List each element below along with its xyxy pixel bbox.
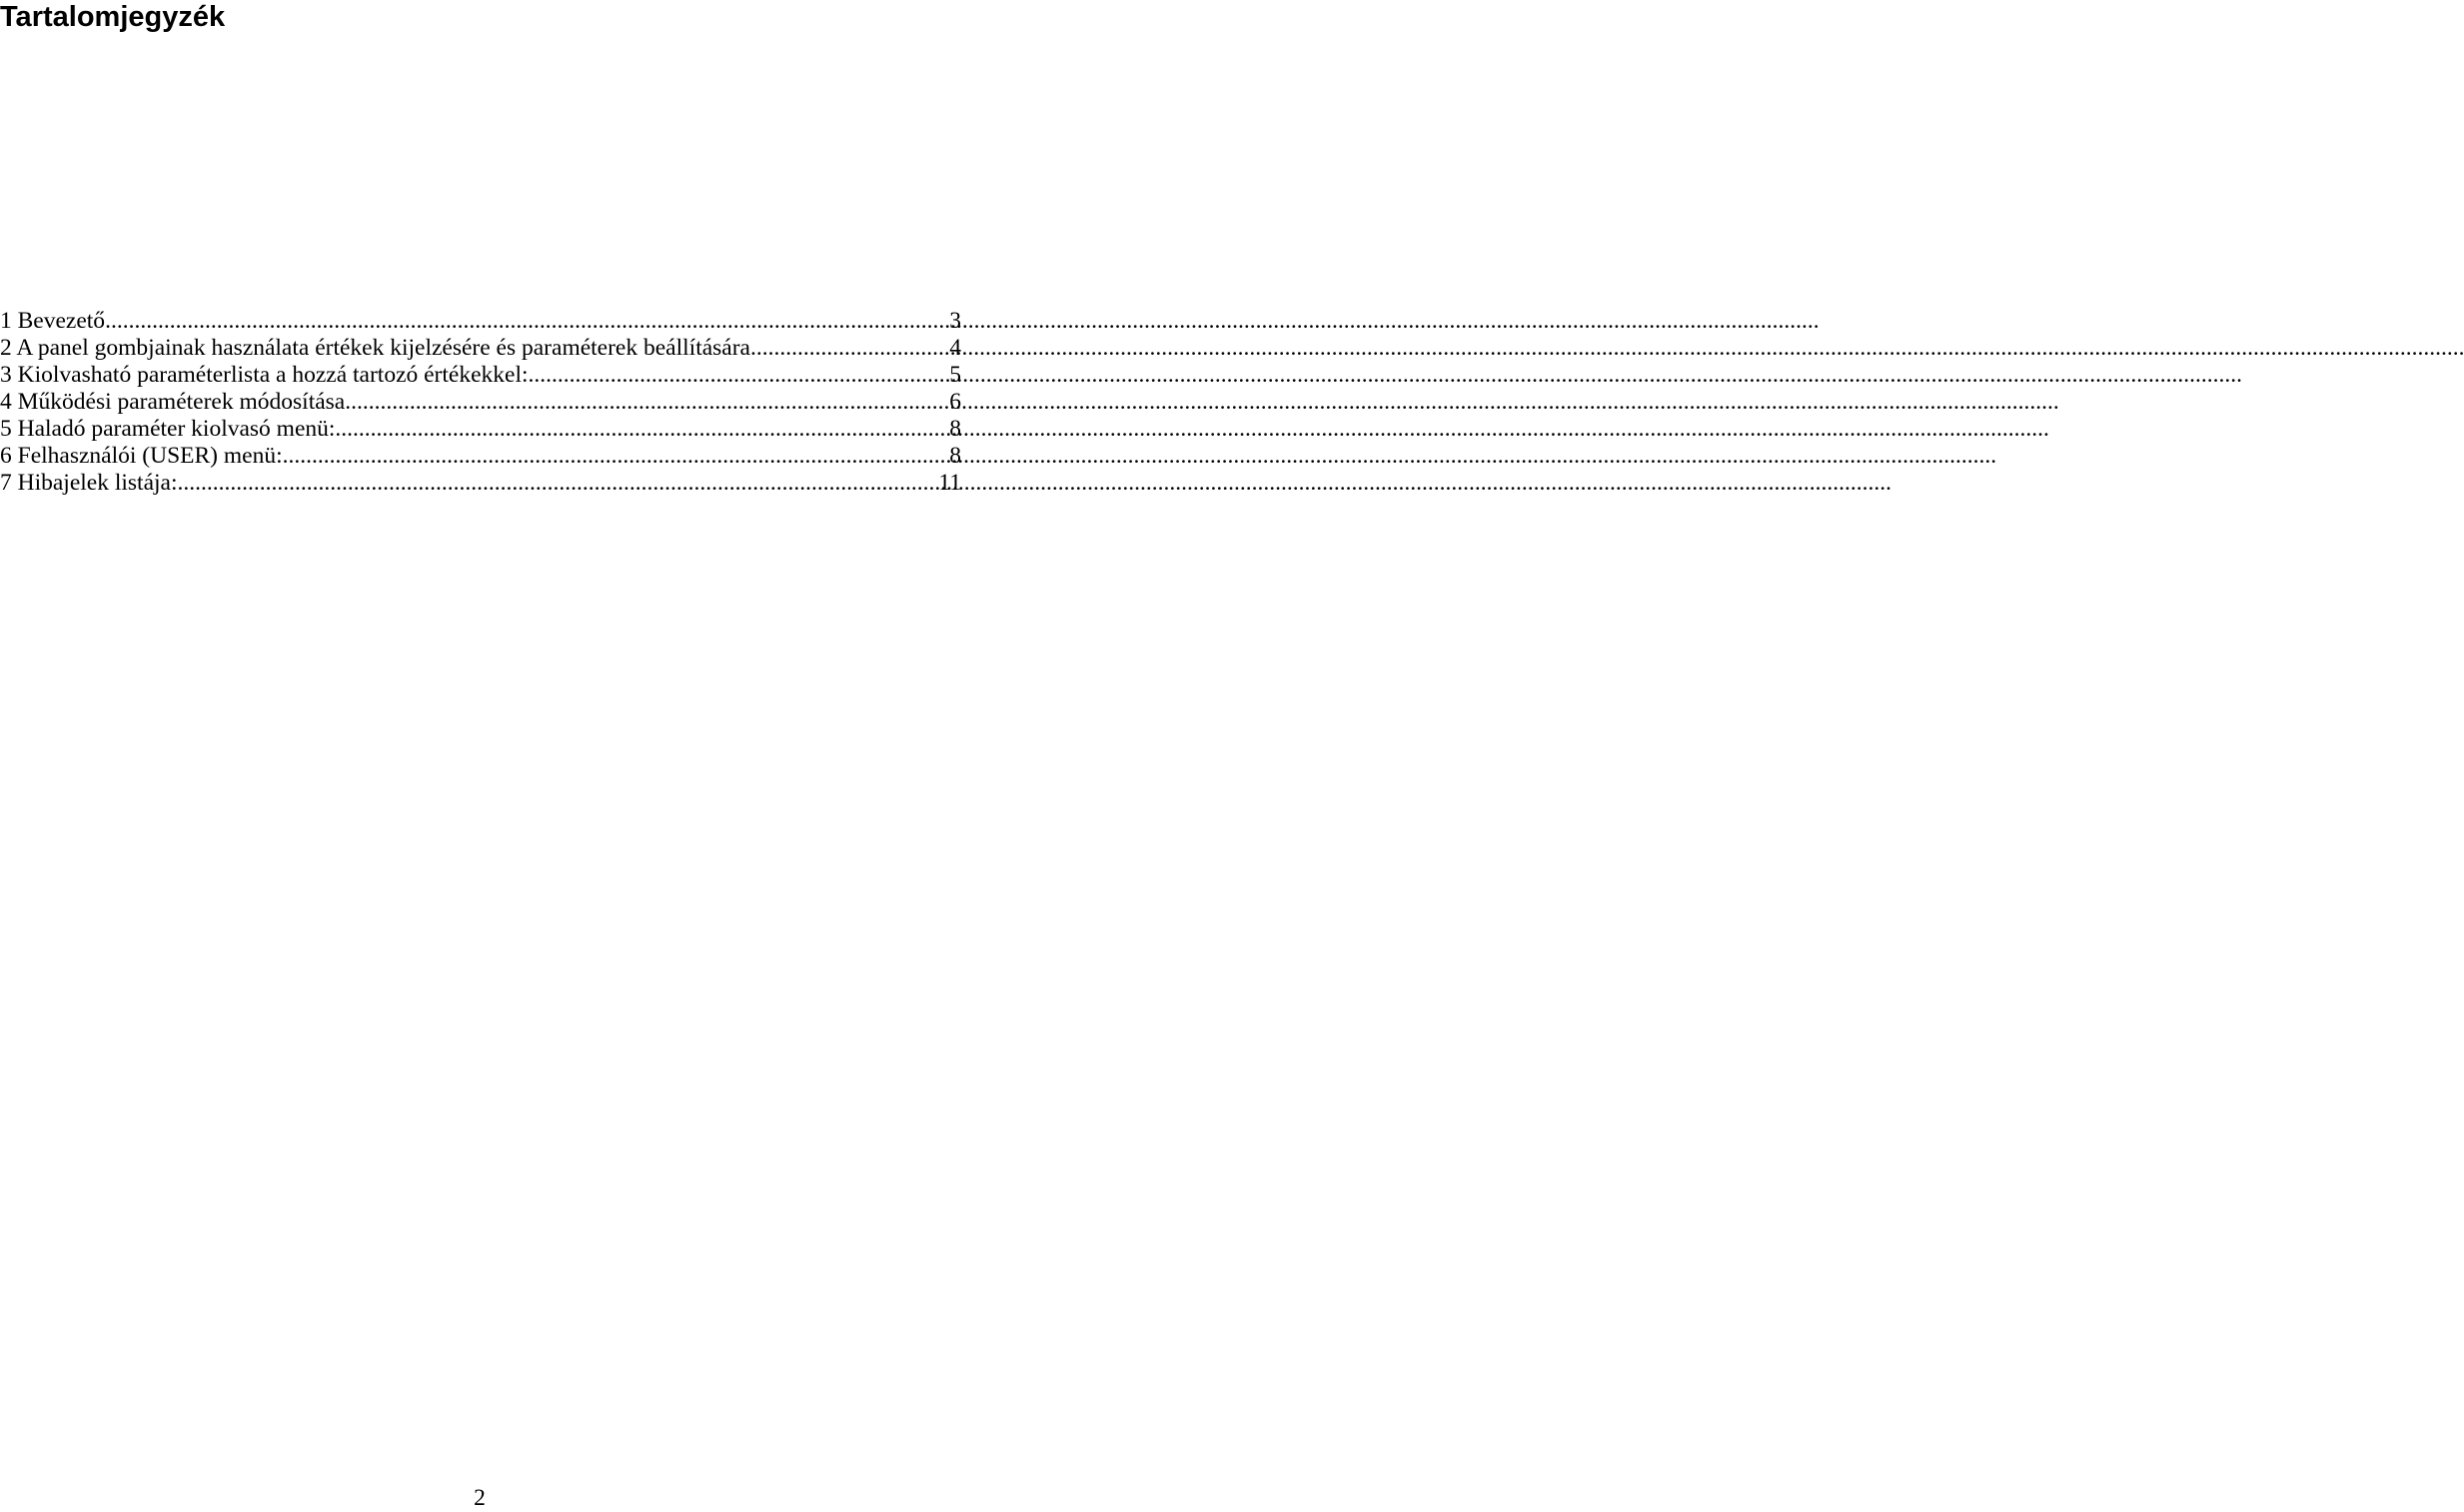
toc-entry-label: 4 Működési paraméterek módosítása [0,389,346,415]
toc-dot-leader [529,362,950,389]
toc-entry-page: 3 [949,308,961,334]
page-title: Tartalomjegyzék [0,1,226,33]
page-number: 2 [474,1485,486,1511]
toc-entry-page: 6 [949,389,961,415]
toc-entry-label: 7 Hibajelek listája: [0,470,178,496]
toc-entry-4[interactable] [0,389,961,416]
toc-entry-label: 3 Kiolvasható paraméterlista a hozzá tartozó értékekkel: [0,362,529,388]
toc-entry-label: 6 Felhasználói (USER) menü: [0,443,283,469]
toc-dot-leader [345,389,949,416]
table-of-contents [0,308,961,497]
toc-entry-3[interactable] [0,362,961,389]
toc-entry-page: 8 [949,416,961,442]
toc-entry-page: 8 [949,443,961,469]
toc-entry-5[interactable] [0,416,961,443]
toc-dot-leader [283,443,950,470]
toc-entry-page: 5 [949,362,961,388]
toc-dot-leader [178,470,939,497]
toc-dot-leader [105,308,949,335]
toc-entry-6[interactable] [0,443,961,470]
toc-entry-label: 2 A panel gombjainak használata értékek kijelzésére és paraméterek beállítására [0,335,750,361]
page-number-footer [0,1485,959,1512]
toc-entry-page: 4 [949,335,961,361]
toc-entry-page: 11 [938,470,961,496]
toc-dot-leader [750,335,949,362]
toc-entry-7[interactable] [0,470,961,497]
toc-entry-1[interactable] [0,308,961,335]
toc-entry-label: 1 Bevezető [0,308,106,334]
toc-entry-label: 5 Haladó paraméter kiolvasó menü: [0,416,336,442]
toc-dot-leader [335,416,949,443]
toc-entry-2[interactable] [0,335,961,362]
